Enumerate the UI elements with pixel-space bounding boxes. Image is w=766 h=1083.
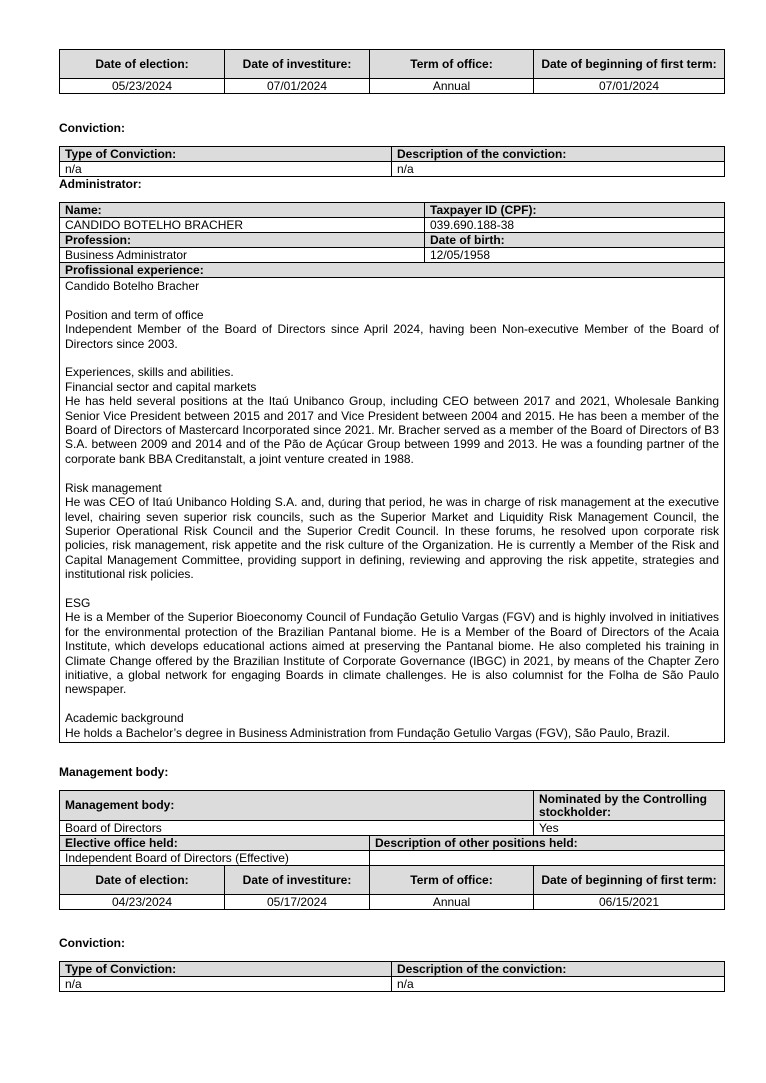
date-of-investiture-value: 07/01/2024 (225, 79, 370, 94)
cpf-value: 039.690.188-38 (425, 218, 725, 233)
first-term-date-header: Date of beginning of first term: (534, 50, 725, 79)
mgmt-date-of-election-value: 04/23/2024 (60, 895, 225, 910)
profession-value: Business Administrator (60, 248, 425, 263)
conviction-desc-value: n/a (392, 162, 725, 177)
birth-label: Date of birth: (425, 233, 725, 248)
name-value: CANDIDO BOTELHO BRACHER (60, 218, 425, 233)
management-heading: Management body: (59, 765, 169, 779)
first-term-date-value: 07/01/2024 (534, 79, 725, 94)
conviction-type-label-2: Type of Conviction: (60, 962, 392, 977)
other-positions-label: Description of other positions held: (370, 836, 725, 851)
term-of-office-header: Term of office: (370, 50, 534, 79)
conviction-type-value: n/a (60, 162, 392, 177)
date-of-election-value: 05/23/2024 (60, 79, 225, 94)
mgmt-date-of-investiture-value: 05/17/2024 (225, 895, 370, 910)
conviction-heading-2: Conviction: (59, 936, 125, 950)
conviction-type-label: Type of Conviction: (60, 147, 392, 162)
mgmt-first-term-date-header: Date of beginning of first term: (534, 866, 725, 895)
management-table (59, 790, 725, 910)
term-of-office-value: Annual (370, 79, 534, 94)
mgmt-first-term-date-value: 06/15/2021 (534, 895, 725, 910)
conviction-desc-value-2: n/a (392, 977, 725, 992)
profession-label: Profession: (60, 233, 425, 248)
elective-office-label: Elective office held: (60, 836, 370, 851)
mgmt-date-of-election-header: Date of election: (60, 866, 225, 895)
conviction-desc-label: Description of the conviction: (392, 147, 725, 162)
conviction-type-value-2: n/a (60, 977, 392, 992)
experience-label: Profissional experience: (60, 263, 725, 278)
cpf-label: Taxpayer ID (CPF): (425, 203, 725, 218)
conviction-table (59, 146, 725, 177)
conviction-heading: Conviction: (59, 121, 125, 135)
elective-office-value: Independent Board of Directors (Effective) (60, 851, 370, 866)
birth-value: 12/05/1958 (425, 248, 725, 263)
management-body-label: Management body: (60, 791, 534, 821)
name-label: Name: (60, 203, 425, 218)
other-positions-value (370, 851, 725, 866)
term-table-top (59, 49, 725, 94)
mgmt-date-of-investiture-header: Date of investiture: (225, 866, 370, 895)
date-of-election-header: Date of election: (60, 50, 225, 79)
experience-text: Candido Botelho Bracher Position and term of office Independent Member of the Board of Directors since April 2024, having been Non-executive Member of the Board of Directors since 2003. Experiences, skills and abilities. Financial sector and capital markets He has held several positions at the Itaú Unibanco Group, including CEO between 2017 and 2021, Wholesale Banking Senior Vice President between 2015 and 2017 and Vice President between 2004 and 2015. He has been a member of the Board of Directors of Mastercard Incorporated since 2021. Mr. Bracher served as a member of the Board of Directors of B3 S.A. between 2009 and 2014 and of the Pão de Açúcar Group between 1999 and 2013. He was a founding partner of the corporate bank BBA Creditanstalt, a joint venture created in 1988. Risk management He was CEO of Itaú Unibanco Holding S.A. and, during that period, he was in charge of risk management at the executive level, chairing seven superior risk councils, such as the Superior Market and Liquidity Risk Management Council, the Superior Operational Risk Council and the Superior Credit Council. In these forums, he resolved upon corporate risk policies, risk management, risk appetite and the risk culture of the Organization. He is currently a Member of the Risk and Capital Management Committee, providing support in defining, reviewing and approving the risk appetite, strategies and institutional risk policies. ESG He is a Member of the Superior Bioeconomy Council of Fundação Getulio Vargas (FGV) and is highly involved in initiatives for the environmental protection of the Brazilian Pantanal biome. He is a Member of the Board of Directors of the Acaia Institute, which develops educational actions aimed at preserving the Pantanal biome. He also completed his training in Climate Change offered by the Brazilian Institute of Corporate Governance (IBGC) in 2021, by means of the Chapter Zero initiative, a global network for engaging Boards in climate challenges. He is also columnist for the Folha de São Paulo newspaper. Academic background He holds a Bachelor’s degree in Business Administration from Fundação Getulio Vargas (FGV), São Paulo, Brazil. (60, 278, 725, 743)
conviction-desc-label-2: Description of the conviction: (392, 962, 725, 977)
nominated-label: Nominated by the Controlling stockholder: (534, 791, 725, 821)
conviction-table-2 (59, 961, 725, 992)
mgmt-term-of-office-header: Term of office: (370, 866, 534, 895)
administrator-heading: Administrator: (59, 177, 142, 191)
date-of-investiture-header: Date of investiture: (225, 50, 370, 79)
mgmt-term-of-office-value: Annual (370, 895, 534, 910)
management-body-value: Board of Directors (60, 821, 534, 836)
nominated-value: Yes (534, 821, 725, 836)
administrator-table (59, 202, 725, 743)
